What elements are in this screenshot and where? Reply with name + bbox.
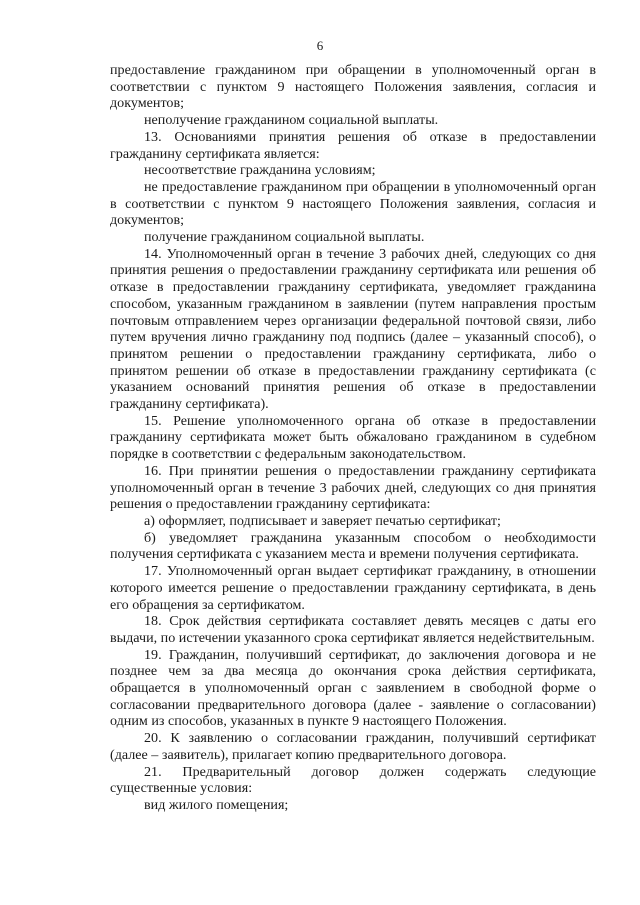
paragraph: 21. Предварительный договор должен содержать следующие существенные условия:: [110, 763, 596, 797]
paragraph: а) оформляет, подписывает и заверяет печатью сертификат;: [144, 512, 501, 529]
paragraph: получение гражданином социальной выплаты.: [144, 229, 425, 246]
paragraph: 18. Срок действия сертификата составляет девять месяцев с даты его выдачи, по истечении указанного срока сертификат является недействительным.: [110, 613, 596, 646]
paragraph: 13. Основаниями принятия решения об отказе в предоставлении гражданину сертификата является:: [110, 128, 596, 162]
document-body: [110, 62, 596, 814]
page-number: 6: [316, 38, 324, 53]
paragraph: 17. Уполномоченный орган выдает сертификат гражданину, в отношении которого имеется решение о предоставлении гражданину сертификата, в день его обращения за сертификатом.: [110, 563, 596, 613]
paragraph: неполучение гражданином социальной выплаты.: [144, 112, 439, 129]
paragraph: б) уведомляет гражданина указанным способом о необходимости получения сертификата с указанием места и времени получения сертификата.: [110, 529, 596, 563]
paragraph: 19. Гражданин, получивший сертификат, до заключения договора и не позднее чем за два месяца до окончания срока действия сертификата, обращается в уполномоченный орган с заявлением в свободной форме о согласовании предварительного договора (далее - заявление о согласовании) одним из способов, указанных в пункте 9 настоящего Положения.: [110, 646, 596, 730]
paragraph: не предоставление гражданином при обращении в уполномоченный орган в соответствии с пунктом 9 настоящего Положения заявления, согласия и документов;: [110, 178, 596, 229]
paragraph: предоставление гражданином при обращении в уполномоченный орган в соответствии с пунктом 9 настоящего Положения заявления, согласия и документов;: [110, 62, 596, 112]
paragraph: несоответствие гражданина условиям;: [144, 162, 376, 179]
paragraph: 15. Решение уполномоченного органа об отказе в предоставлении гражданину сертификата может быть обжаловано гражданином в судебном порядке в соответствии с федеральным законодательством.: [110, 412, 596, 463]
paragraph: 20. К заявлению о согласовании гражданин, получивший сертификат (далее – заявитель), прилагает копию предварительного договора.: [110, 730, 596, 763]
paragraph: вид жилого помещения;: [144, 796, 289, 813]
paragraph: 16. При принятии решения о предоставлении гражданину сертификата уполномоченный орган в течение 3 рабочих дней, следующих со дня принятия решения о предоставлении гражданину сертификата:: [110, 462, 596, 513]
paragraph: 14. Уполномоченный орган в течение 3 рабочих дней, следующих со дня принятия решения о предоставлении гражданину сертификата или решения об отказе в предоставлении гражданину сертификата, уведомляет гражданина способом, указанным гражданином в заявлении (путем направления простым почтовым отправлением через организации федеральной почтовой связи, либо путем вручения лично гражданину под подпись (далее – указанный способ), о принятом решении о предоставлении гражданину сертификата, либо о принятом решении об отказе в предоставлении гражданину сертификата (с указанием оснований принятия решения об отказе в предоставлении гражданину сертификата).: [110, 245, 596, 413]
